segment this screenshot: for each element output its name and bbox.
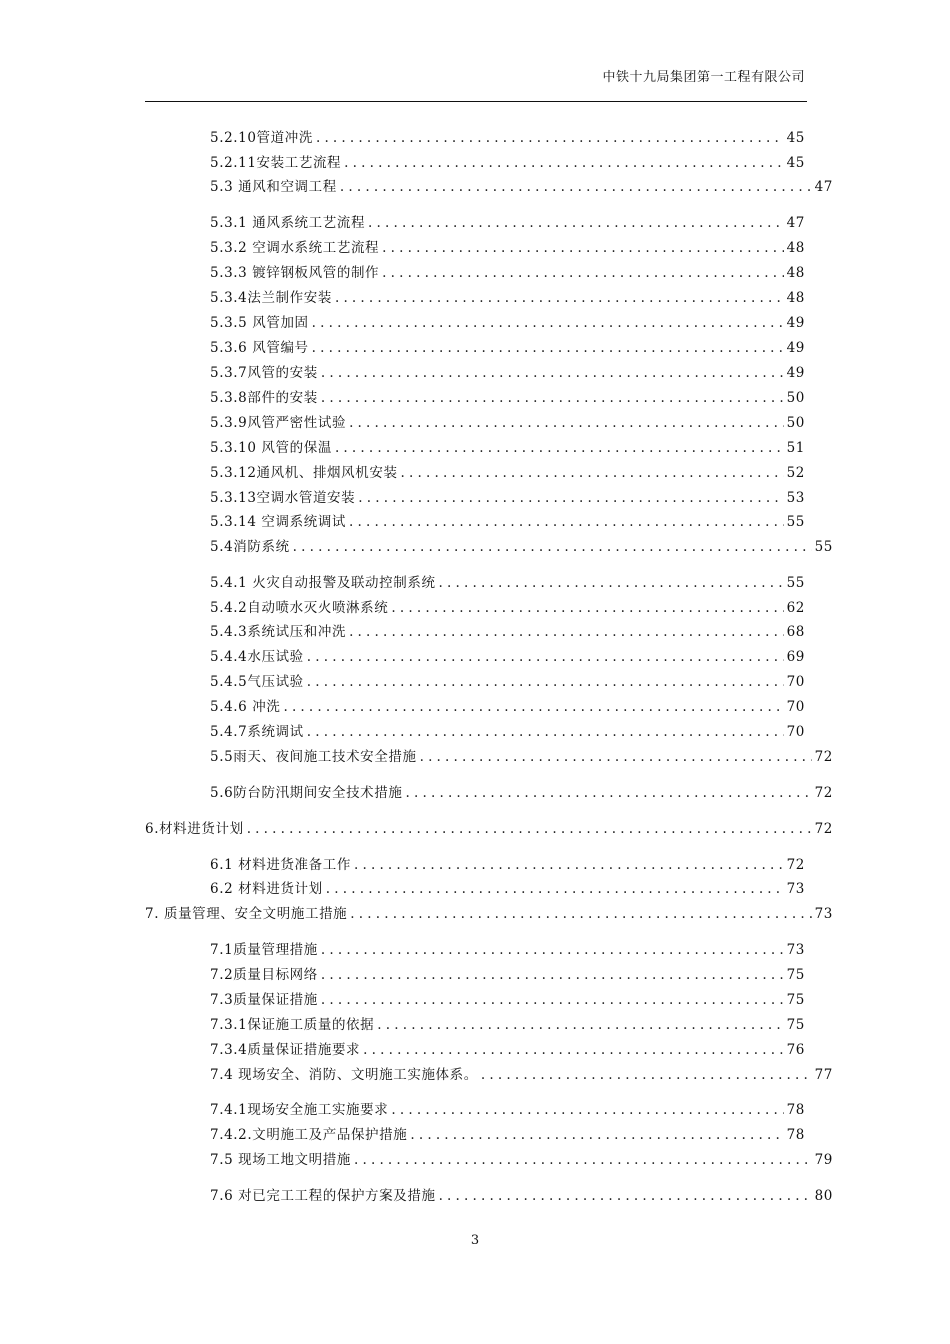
toc-entry-title: 5.3.5 风管加固 bbox=[210, 315, 309, 331]
toc-entry[interactable] bbox=[210, 1125, 805, 1145]
toc-entry-page: 52 bbox=[786, 465, 805, 481]
toc-entry-title: 7.3.1保证施工质量的依据 bbox=[210, 1017, 375, 1033]
toc-entry-title: 5.3.2 空调水系统工艺流程 bbox=[210, 240, 380, 256]
toc-leader-dots bbox=[481, 1065, 812, 1085]
toc-leader-dots bbox=[344, 153, 783, 173]
toc-leader-dots bbox=[321, 363, 784, 383]
page-number: 3 bbox=[470, 1233, 480, 1248]
toc-leader-dots bbox=[340, 177, 812, 197]
toc-entry[interactable] bbox=[210, 1150, 833, 1170]
toc-entry-title: 5.4.2自动喷水灭火喷淋系统 bbox=[210, 600, 389, 616]
toc-entry[interactable] bbox=[210, 598, 805, 618]
toc-leader-dots bbox=[293, 537, 812, 557]
toc-leader-dots bbox=[358, 488, 783, 508]
toc-entry[interactable] bbox=[210, 697, 805, 717]
toc-entry-title: 5.2.11安装工艺流程 bbox=[210, 155, 342, 171]
toc-entry[interactable] bbox=[210, 537, 833, 557]
toc-entry[interactable] bbox=[210, 672, 805, 692]
toc-entry-page: 78 bbox=[786, 1102, 805, 1118]
toc-entry-page: 70 bbox=[786, 699, 805, 715]
toc-entry-page: 73 bbox=[786, 881, 805, 897]
toc-leader-dots bbox=[377, 1015, 783, 1035]
toc-entry-title: 7.3.4质量保证措施要求 bbox=[210, 1042, 361, 1058]
toc-entry-page: 72 bbox=[814, 785, 833, 801]
toc-leader-dots bbox=[321, 940, 784, 960]
toc-entry[interactable] bbox=[210, 463, 805, 483]
toc-leader-dots bbox=[420, 747, 812, 767]
toc-entry[interactable] bbox=[210, 573, 805, 593]
toc-entry-title: 7.6 对已完工工程的保护方案及措施 bbox=[210, 1188, 436, 1204]
toc-entry-page: 55 bbox=[814, 539, 833, 555]
toc-leader-dots bbox=[382, 238, 783, 258]
toc-entry-title: 5.3.13空调水管道安装 bbox=[210, 490, 356, 506]
toc-entry-page: 78 bbox=[786, 1127, 805, 1143]
toc-leader-dots bbox=[321, 965, 784, 985]
toc-entry-page: 73 bbox=[786, 942, 805, 958]
toc-entry[interactable] bbox=[210, 388, 805, 408]
toc-entry[interactable] bbox=[210, 1040, 805, 1060]
toc-entry-page: 48 bbox=[786, 265, 805, 281]
toc-entry[interactable] bbox=[210, 747, 833, 767]
toc-entry-title: 7.4.1现场安全施工实施要求 bbox=[210, 1102, 389, 1118]
toc-leader-dots bbox=[321, 388, 784, 408]
toc-leader-dots bbox=[307, 647, 784, 667]
toc-leader-dots bbox=[312, 338, 784, 358]
toc-entry-page: 53 bbox=[786, 490, 805, 506]
toc-leader-dots bbox=[439, 1186, 812, 1206]
toc-entry-title: 7.3质量保证措施 bbox=[210, 992, 318, 1008]
toc-entry-page: 47 bbox=[786, 215, 805, 231]
toc-entry-page: 51 bbox=[786, 440, 805, 456]
toc-entry-page: 68 bbox=[786, 624, 805, 640]
toc-entry[interactable] bbox=[210, 153, 805, 173]
toc-leader-dots bbox=[401, 463, 784, 483]
toc-entry-page: 50 bbox=[786, 415, 805, 431]
toc-entry[interactable] bbox=[210, 855, 805, 875]
toc-entry[interactable] bbox=[210, 128, 805, 148]
toc-entry-page: 47 bbox=[814, 179, 833, 195]
toc-entry-title: 6.1 材料进货准备工作 bbox=[210, 857, 351, 873]
toc-entry-page: 70 bbox=[786, 674, 805, 690]
toc-entry[interactable] bbox=[210, 413, 805, 433]
toc-entry-title: 7.2质量目标网络 bbox=[210, 967, 318, 983]
toc-entry-page: 55 bbox=[786, 514, 805, 530]
toc-leader-dots bbox=[391, 1100, 783, 1120]
toc-entry-page: 80 bbox=[814, 1188, 833, 1204]
toc-entry-page: 48 bbox=[786, 290, 805, 306]
toc-entry[interactable] bbox=[210, 363, 805, 383]
toc-leader-dots bbox=[382, 263, 783, 283]
toc-leader-dots bbox=[316, 128, 784, 148]
toc-entry[interactable] bbox=[210, 313, 805, 333]
document-header: 中铁十九局集团第一工程有限公司 bbox=[602, 70, 805, 85]
toc-leader-dots bbox=[312, 313, 784, 333]
toc-leader-dots bbox=[335, 438, 784, 458]
toc-entry[interactable] bbox=[210, 238, 805, 258]
toc-entry-page: 50 bbox=[786, 390, 805, 406]
toc-entry[interactable] bbox=[210, 177, 833, 197]
toc-entry-page: 75 bbox=[786, 992, 805, 1008]
toc-leader-dots bbox=[354, 1150, 812, 1170]
toc-entry[interactable] bbox=[145, 819, 833, 839]
toc-entry[interactable] bbox=[210, 213, 805, 233]
toc-entry-title: 5.3.9风管严密性试验 bbox=[210, 415, 347, 431]
toc-entry-title: 5.4.3系统试压和冲洗 bbox=[210, 624, 347, 640]
toc-entry-title: 7.5 现场工地文明措施 bbox=[210, 1152, 351, 1168]
toc-entry-title: 5.3.1 通风系统工艺流程 bbox=[210, 215, 366, 231]
toc-entry-title: 5.4.1 火灾自动报警及联动控制系统 bbox=[210, 575, 436, 591]
toc-entry-page: 49 bbox=[786, 365, 805, 381]
toc-entry-title: 5.3.12通风机、排烟风机安装 bbox=[210, 465, 398, 481]
toc-entry-page: 69 bbox=[786, 649, 805, 665]
toc-entry-title: 5.4.4水压试验 bbox=[210, 649, 304, 665]
toc-entry-page: 49 bbox=[786, 315, 805, 331]
toc-leader-dots bbox=[307, 722, 784, 742]
toc-entry-title: 5.4.6 冲洗 bbox=[210, 699, 281, 715]
toc-leader-dots bbox=[335, 288, 784, 308]
toc-entry-title: 7.4 现场安全、消防、文明施工实施体系。 bbox=[210, 1067, 478, 1083]
toc-entry-title: 6.材料进货计划 bbox=[145, 821, 244, 837]
toc-entry[interactable] bbox=[210, 338, 805, 358]
toc-entry-page: 48 bbox=[786, 240, 805, 256]
toc-entry-page: 75 bbox=[786, 967, 805, 983]
toc-entry[interactable] bbox=[210, 1065, 833, 1085]
toc-entry[interactable] bbox=[210, 879, 805, 899]
toc-entry-title: 7. 质量管理、安全文明施工措施 bbox=[145, 906, 348, 922]
toc-entry-page: 49 bbox=[786, 340, 805, 356]
toc-entry-title: 5.3.4法兰制作安装 bbox=[210, 290, 332, 306]
toc-entry[interactable] bbox=[210, 263, 805, 283]
toc-entry-title: 5.6防台防汛期间安全技术措施 bbox=[210, 785, 403, 801]
toc-entry-title: 7.1质量管理措施 bbox=[210, 942, 318, 958]
toc-entry[interactable] bbox=[210, 288, 805, 308]
toc-leader-dots bbox=[391, 598, 783, 618]
toc-entry-page: 45 bbox=[786, 155, 805, 171]
toc-entry-title: 6.2 材料进货计划 bbox=[210, 881, 323, 897]
toc-entry-title: 5.5雨天、夜间施工技术安全措施 bbox=[210, 749, 417, 765]
toc-leader-dots bbox=[350, 904, 811, 924]
toc-entry-title: 5.3.7风管的安装 bbox=[210, 365, 318, 381]
toc-leader-dots bbox=[405, 783, 811, 803]
toc-leader-dots bbox=[283, 697, 783, 717]
toc-entry-page: 62 bbox=[786, 600, 805, 616]
toc-entry[interactable] bbox=[210, 722, 805, 742]
toc-entry-page: 75 bbox=[786, 1017, 805, 1033]
toc-entry[interactable] bbox=[210, 647, 805, 667]
toc-leader-dots bbox=[247, 819, 812, 839]
toc-leader-dots bbox=[349, 622, 784, 642]
toc-entry[interactable] bbox=[210, 1015, 805, 1035]
toc-entry[interactable] bbox=[210, 1186, 833, 1206]
toc-leader-dots bbox=[368, 213, 784, 233]
toc-entry-title: 5.3.10 风管的保温 bbox=[210, 440, 332, 456]
toc-entry[interactable] bbox=[210, 965, 805, 985]
toc-entry-page: 73 bbox=[814, 906, 833, 922]
toc-entry-page: 70 bbox=[786, 724, 805, 740]
toc-leader-dots bbox=[326, 879, 784, 899]
toc-entry-title: 5.3 通风和空调工程 bbox=[210, 179, 337, 195]
toc-entry-title: 5.3.3 镀锌钢板风管的制作 bbox=[210, 265, 380, 281]
toc-entry-page: 72 bbox=[814, 821, 833, 837]
toc-entry-title: 5.4.5气压试验 bbox=[210, 674, 304, 690]
toc-entry[interactable] bbox=[210, 488, 805, 508]
toc-entry[interactable] bbox=[210, 940, 805, 960]
toc-leader-dots bbox=[410, 1125, 783, 1145]
toc-leader-dots bbox=[363, 1040, 783, 1060]
toc-leader-dots bbox=[321, 990, 784, 1010]
toc-leader-dots bbox=[349, 512, 784, 532]
toc-entry-title: 5.4消防系统 bbox=[210, 539, 290, 555]
toc-leader-dots bbox=[439, 573, 784, 593]
toc-entry-title: 7.4.2.文明施工及产品保护措施 bbox=[210, 1127, 408, 1143]
toc-leader-dots bbox=[349, 413, 784, 433]
toc-entry-page: 45 bbox=[786, 130, 805, 146]
toc-entry-title: 5.4.7系统调试 bbox=[210, 724, 304, 740]
toc-entry-page: 72 bbox=[814, 749, 833, 765]
toc-entry-page: 79 bbox=[814, 1152, 833, 1168]
toc-entry[interactable] bbox=[210, 512, 805, 532]
toc-entry-page: 55 bbox=[786, 575, 805, 591]
toc-entry[interactable] bbox=[210, 622, 805, 642]
toc-entry-title: 5.3.8部件的安装 bbox=[210, 390, 318, 406]
toc-leader-dots bbox=[354, 855, 784, 875]
toc-entry-page: 72 bbox=[786, 857, 805, 873]
toc-entry-page: 76 bbox=[786, 1042, 805, 1058]
toc-leader-dots bbox=[307, 672, 784, 692]
toc-entry-page: 77 bbox=[814, 1067, 833, 1083]
toc-entry[interactable] bbox=[210, 438, 805, 458]
toc-entry[interactable] bbox=[210, 783, 833, 803]
toc-entry-title: 5.2.10管道冲洗 bbox=[210, 130, 313, 146]
toc-entry-title: 5.3.14 空调系统调试 bbox=[210, 514, 347, 530]
toc-entry[interactable] bbox=[210, 990, 805, 1010]
toc-entry[interactable] bbox=[210, 1100, 805, 1120]
toc-entry-title: 5.3.6 风管编号 bbox=[210, 340, 309, 356]
toc-entry[interactable] bbox=[145, 904, 833, 924]
